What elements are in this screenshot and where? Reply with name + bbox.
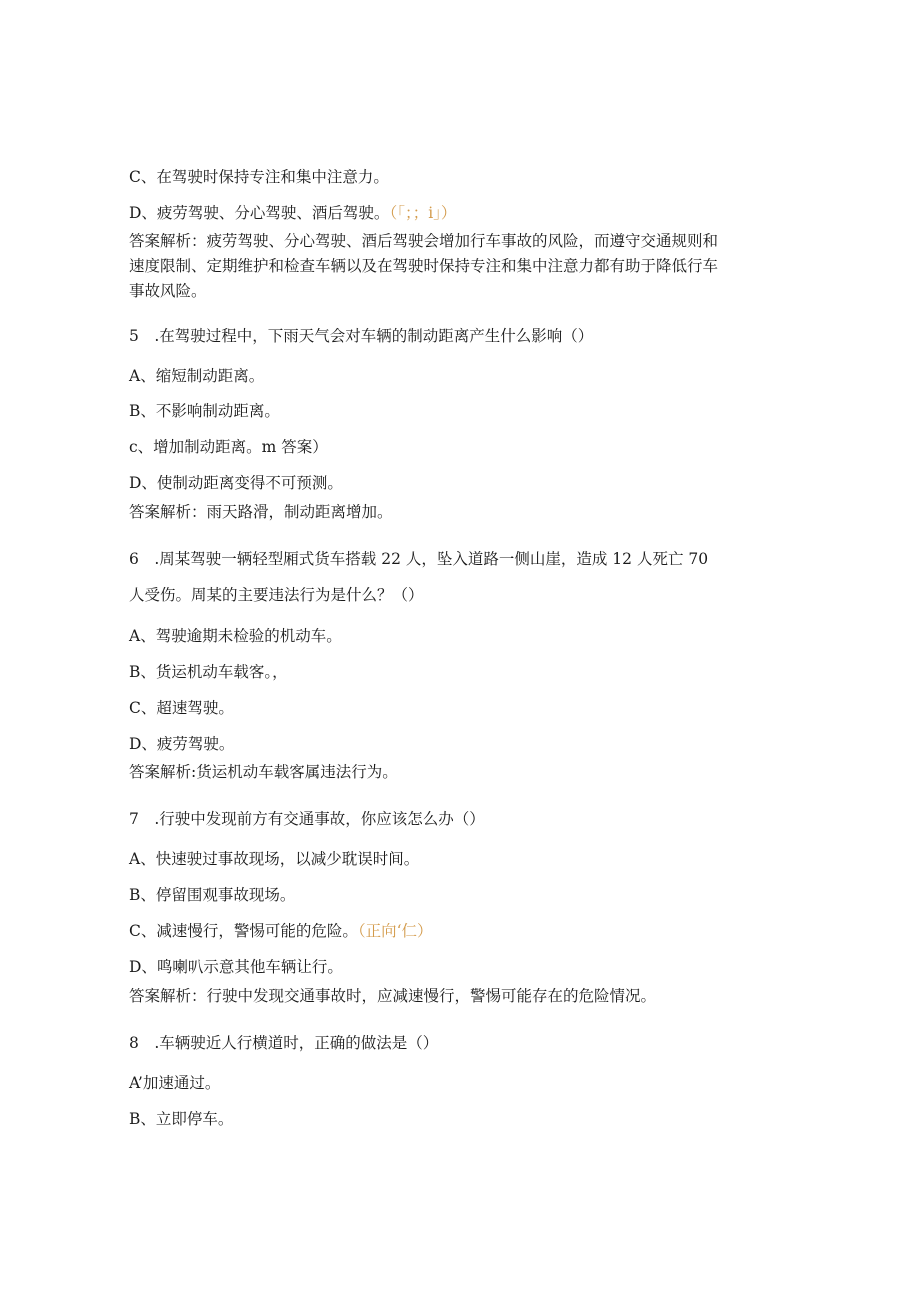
option-b-q7: B、停留围观事故现场。 — [129, 886, 296, 904]
question-6-line2: 人受伤。周某的主要违法行为是什么？（） — [129, 586, 424, 604]
option-b-q6: B、货运机动车载客。， — [129, 663, 288, 681]
option-d-q7: D、鸣喇叭示意其他车辆让行。 — [129, 958, 343, 976]
option-a-q7: A、快速驶过事故现场，以减少耽误时间。 — [129, 850, 420, 868]
option-b-q8: B、立即停车。 — [129, 1110, 234, 1128]
answer-mark-q4: （「；；i」） — [389, 204, 457, 222]
explanation-q7: 答案解析：行驶中发现交通事故时，应减速慢行，警惕可能存在的危险情况。 — [129, 987, 657, 1005]
answer-mark-q7: （正向‘仁） — [357, 922, 433, 940]
option-c-q6: C、超速驾驶。 — [129, 699, 234, 717]
question-7: 7 .行驶中发现前方有交通事故，你应该怎么办（） — [129, 810, 485, 828]
option-c-q7: C、减速慢行，警惕可能的危险。（正向‘仁） — [129, 922, 433, 940]
question-6-line1: 6 .周某驾驶一辆轻型厢式货车搭载 22 人，坠入道路一侧山崖，造成 12 人死亡 70 — [129, 550, 709, 568]
explanation-q4-line1: 答案解析：疲劳驾驶、分心驾驶、酒后驾驶会增加行车事故的风险，而遵守交通规则和 — [129, 232, 719, 250]
option-c-q4: C、在驾驶时保持专注和集中注意力。 — [129, 168, 389, 186]
question-8: 8 .车辆驶近人行横道时，正确的做法是（） — [129, 1034, 439, 1052]
question-5: 5 .在驾驶过程中，下雨天气会对车辆的制动距离产生什么影响（） — [129, 327, 594, 345]
explanation-q6: 答案解析:货运机动车载客属违法行为。 — [129, 763, 398, 781]
option-d-q5: D、使制动距离变得不可预测。 — [129, 474, 343, 492]
option-b-q5: B、不影响制动距离。 — [129, 402, 280, 420]
explanation-q4-line2: 速度限制、定期维护和检查车辆以及在驾驶时保持专注和集中注意力都有助于降低行车 — [129, 257, 719, 275]
option-a-q8: A’加速通过。 — [129, 1074, 221, 1092]
option-a-q5: A、缩短制动距离。 — [129, 367, 265, 385]
option-d-q4: D、疲劳驾驶、分心驾驶、酒后驾驶。（「；；i」） — [129, 204, 457, 222]
option-d-q6: D、疲劳驾驶。 — [129, 735, 235, 753]
explanation-q4-line3: 事故风险。 — [129, 282, 207, 300]
explanation-q5: 答案解析：雨天路滑，制动距离增加。 — [129, 503, 393, 521]
option-c-q5: c、增加制动距离。m 答案） — [129, 438, 328, 456]
option-a-q6: A、驾驶逾期未检验的机动车。 — [129, 627, 342, 645]
